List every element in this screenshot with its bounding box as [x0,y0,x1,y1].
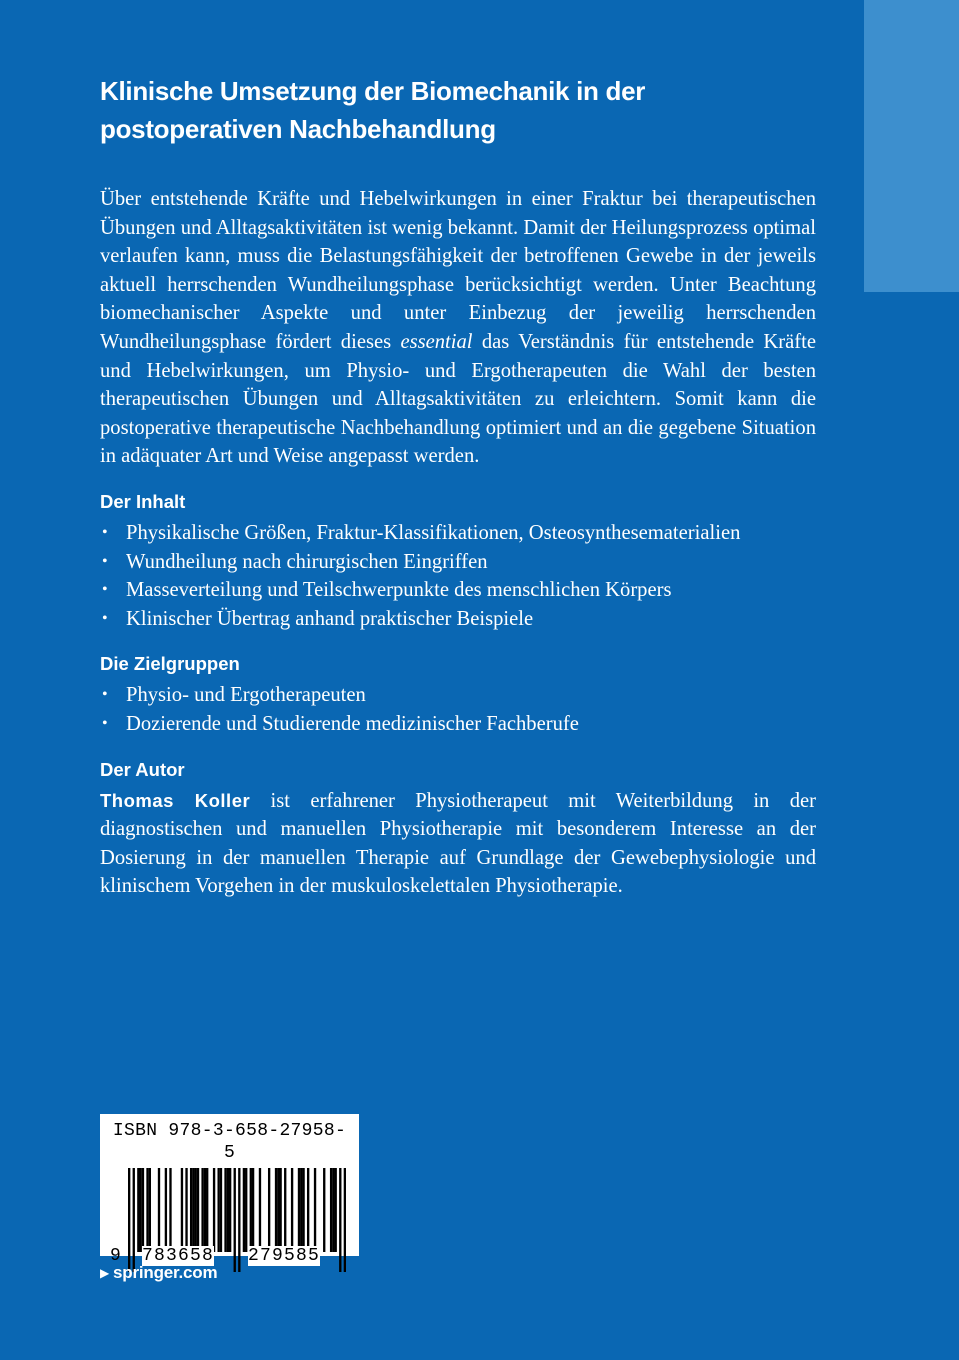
barcode-graphic [112,1168,347,1272]
intro-text-part2: das Verständnis für entstehende Kräfte und Hebelwirkungen, um Physio- und Ergotherapeuten die Wahl der besten therapeutischen Übungen und Alltagsaktivitäten zu erleichtern. Somit kann die postoperative therapeutische Nachbehandlung optimiert und an die gegebene Situation in adäquater Art und Weise angepasst werden. [100,330,816,468]
list-item-text: Dozierende und Studierende medizinischer Fachberufe [126,712,579,735]
barcode-bar [142,1168,144,1252]
list-item [100,681,816,710]
list-item-text: Wundheilung nach chirurgischen Eingriffen [126,550,488,573]
barcode-bar [268,1168,270,1252]
barcode-bar [181,1168,183,1252]
barcode-bar [206,1168,208,1252]
barcode-bar [330,1168,332,1252]
barcode-bar [146,1168,148,1252]
barcode-bar [252,1168,254,1252]
barcode-first-digit: 9 [110,1246,121,1266]
barcode-bar [139,1168,141,1252]
bullet-icon: • [102,581,108,599]
bullet-icon: • [102,609,108,627]
list-item [100,605,816,634]
barcode-bar [234,1168,236,1272]
barcode-bar [227,1168,229,1252]
barcode-bar [149,1168,151,1252]
bullet-icon: • [102,714,108,732]
intro-emphasis: essential [400,330,473,353]
play-arrow-icon: ▶ [100,1266,110,1280]
barcode-bar [192,1168,194,1252]
bullet-icon: • [102,552,108,570]
isbn-label: ISBN 978-3-658-27958-5 [112,1121,347,1163]
inhalt-list [100,519,816,633]
list-item-text: Physikalische Größen, Fraktur-Klassifikationen, Osteosynthesematerialien [126,521,741,544]
barcode-bar [245,1168,247,1252]
springer-link[interactable] [100,1262,217,1284]
section-heading-inhalt: Der Inhalt [100,490,186,512]
section-heading-zielgruppen: Die Zielgruppen [100,653,240,675]
barcode-bar [185,1168,187,1252]
intro-text-part1: Über entstehende Kräfte und Hebelwirkungen in einer Fraktur bei therapeutischen Übungen und Alltagsaktivitäten ist wenig bekannt. Damit der Heilungsprozess optimal verlaufen kann, muss die Belastungsfähigkeit der betroffenen Gewebe in der jeweils aktuell herrschenden Wundheilungsphase berücksichtigt werden. Unter Beachtung biomechanischer Aspekte und unter Einbezug der jeweilig herrschenden Wundheilungsphase fördert dieses [100,188,816,353]
barcode-bar [335,1168,337,1252]
barcode-bar [291,1168,293,1252]
barcode-bar [259,1168,261,1252]
barcode-bar [165,1168,167,1252]
barcode-bar [275,1168,277,1252]
barcode-bar [204,1168,206,1252]
barcode-bar [302,1168,304,1252]
barcode-bar [238,1168,240,1272]
barcode-bar [314,1168,316,1252]
barcode-bar [195,1168,197,1252]
author-bio [100,787,816,901]
list-item-text: Masseverteilung und Teilschwerpunkte des menschlichen Körpers [126,579,672,602]
springer-link-text: springer.com [113,1263,218,1282]
barcode-bar [298,1168,300,1252]
barcode-bar [243,1168,245,1252]
list-item [100,710,816,739]
zielgruppen-list [100,681,816,738]
barcode-bar [201,1168,203,1252]
bullet-icon: • [102,523,108,541]
barcode-bar [224,1168,226,1252]
barcode-bar [190,1168,192,1252]
barcode-right-digits: 279585 [248,1246,321,1266]
barcode-bar [128,1168,130,1272]
isbn-barcode [100,1114,359,1266]
barcode-bar [169,1168,171,1252]
back-cover-content [100,72,816,901]
book-title: Klinische Umsetzung der Biomechanik in der postoperativen Nachbehandlung [100,76,646,144]
barcode-bar [284,1168,286,1252]
barcode-bar [323,1168,325,1252]
barcode-bar [332,1168,334,1252]
list-item [100,548,816,577]
barcode-bar [250,1168,252,1252]
list-item-text: Klinischer Übertrag anhand praktischer Beispiele [126,607,534,630]
barcode-bar [307,1168,309,1252]
barcode-bar [213,1168,215,1252]
barcode-bar [133,1168,135,1272]
barcode-bar [300,1168,302,1252]
barcode-bar [137,1168,139,1252]
barcode-bar [279,1168,281,1252]
barcode-bar [158,1168,160,1252]
author-name: Thomas Koller [100,789,251,811]
side-color-strip [864,0,959,292]
intro-paragraph [100,185,816,471]
barcode-bar [344,1168,346,1272]
barcode-bar [197,1168,199,1252]
list-item-text: Physio- und Ergotherapeuten [126,684,366,707]
list-item [100,576,816,605]
barcode-bar [217,1168,219,1252]
section-heading-autor: Der Autor [100,758,185,780]
author-bio-text: ist erfahrener Physiotherapeut mit Weiterbildung in der diagnostischen und manuellen Physiotherapie mit besonderem Interesse an der Dosierung in der manuellen Therapie auf Grundlage der Gewebephysiologie und klinischem Vorgehen in der muskuloskelettalen Physiotherapie. [100,789,816,898]
barcode-bar [229,1168,231,1252]
barcode-bar [220,1168,222,1252]
bullet-icon: • [102,686,108,704]
list-item [100,519,816,548]
barcode-bar [277,1168,279,1252]
barcode-bar [339,1168,341,1272]
barcode-left-digits: 783658 [142,1246,215,1266]
